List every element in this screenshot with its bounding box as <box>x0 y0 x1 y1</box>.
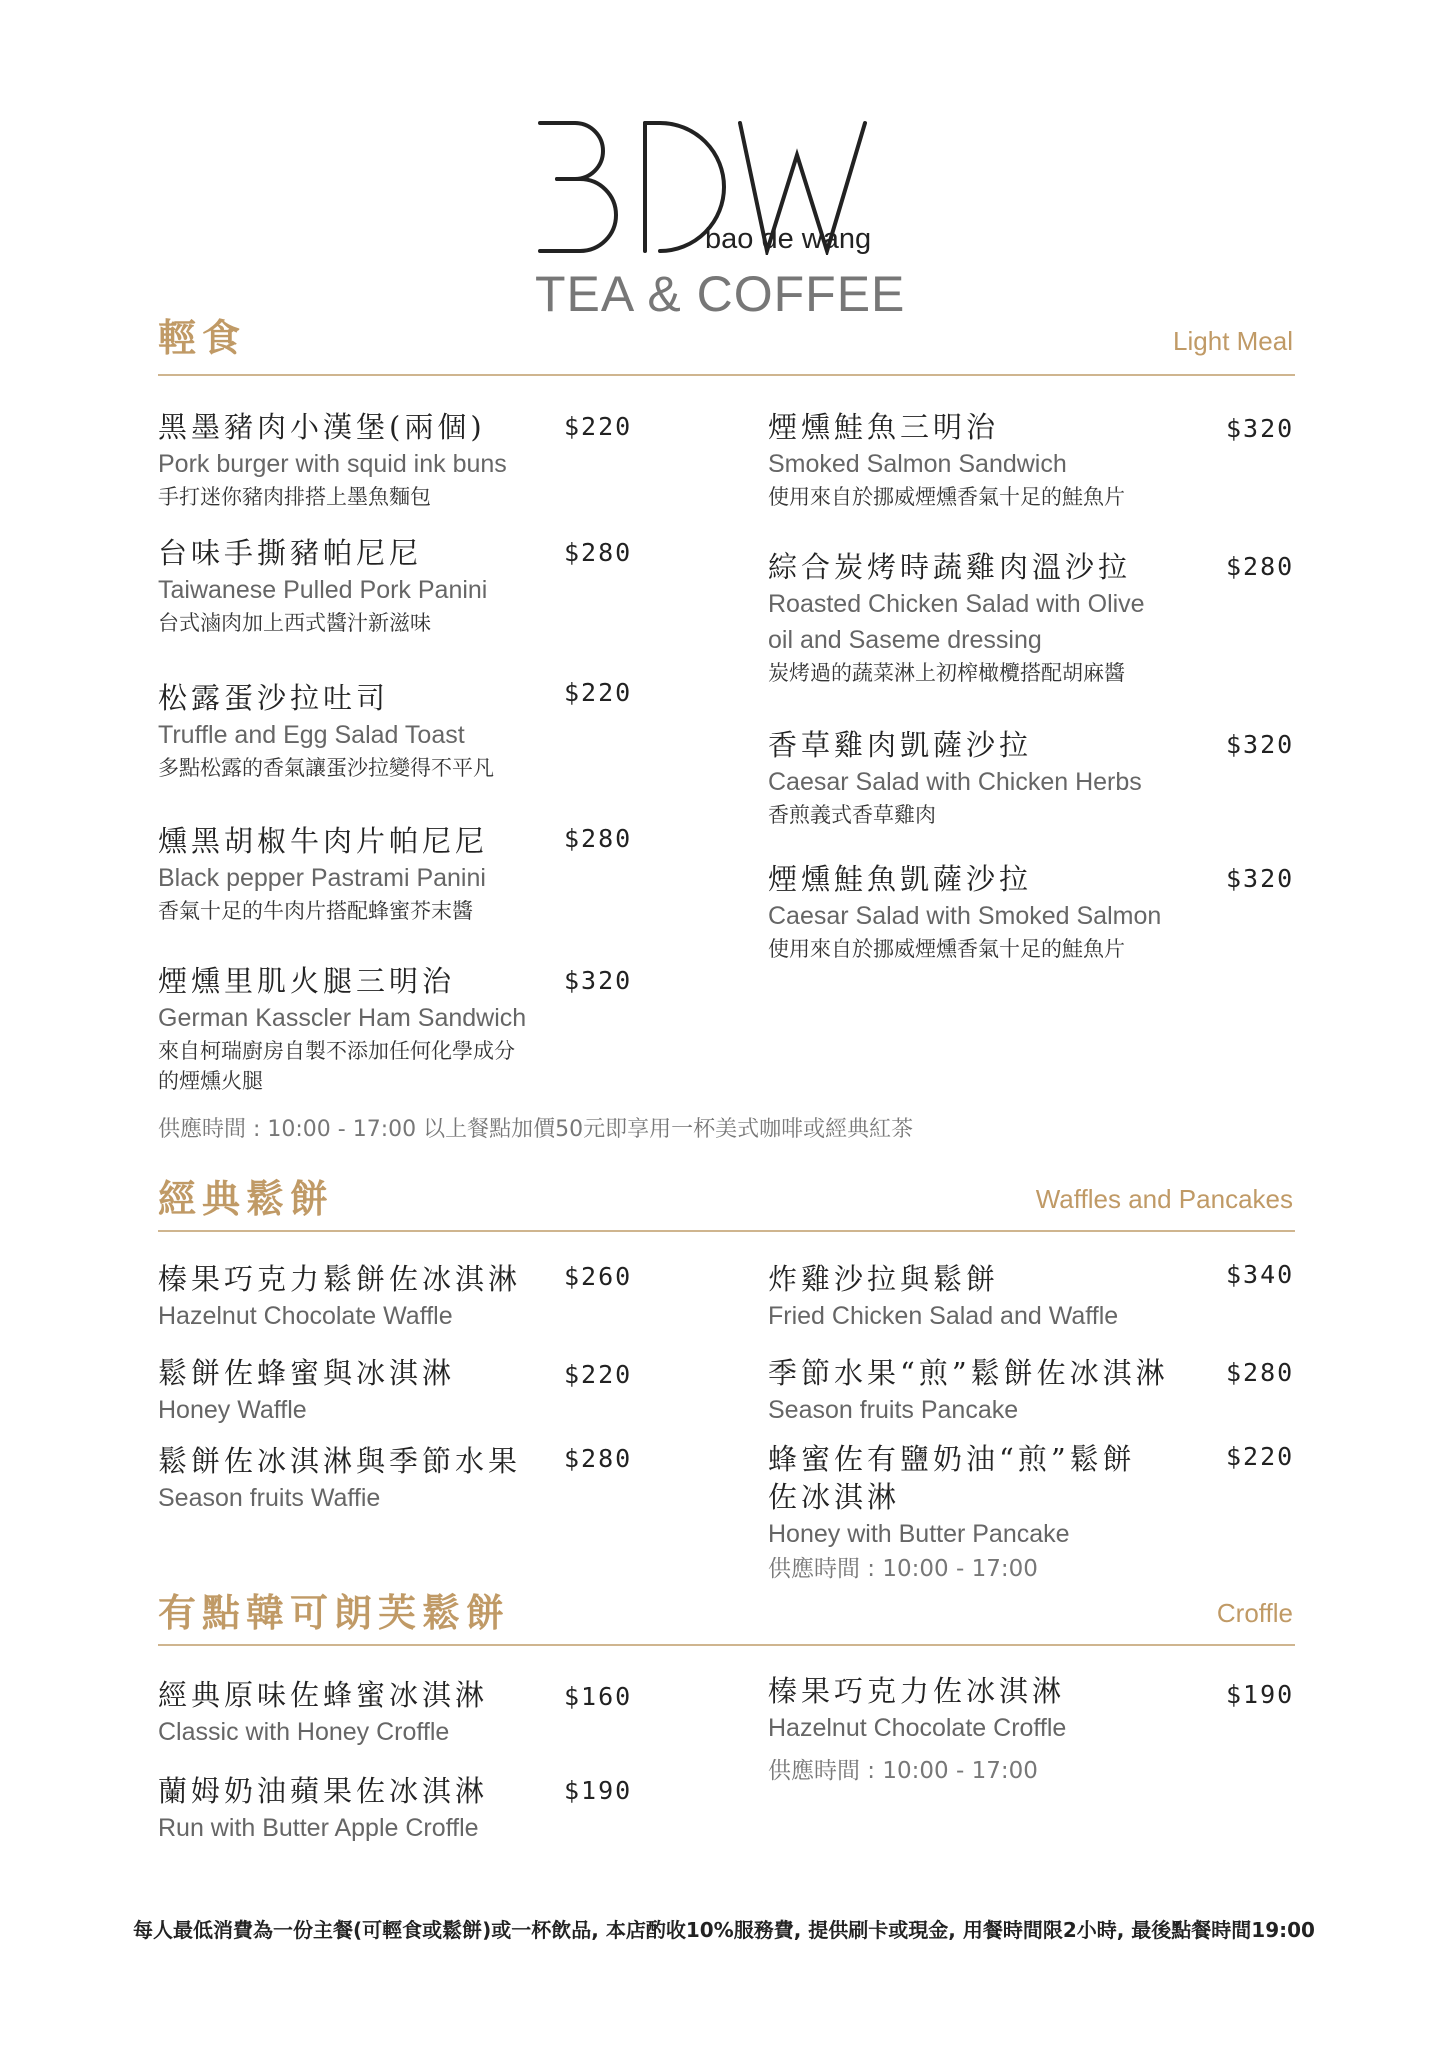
menu-item <box>158 822 488 926</box>
item-name-en: Classic with Honey Croffle <box>158 1718 450 1746</box>
item-name-en: Season fruits Waffie <box>158 1484 381 1512</box>
item-name-en: Honey Waffle <box>158 1396 307 1424</box>
item-price: $320 <box>1226 864 1295 893</box>
item-description: 台式滷肉加上西式醬汁新滋味 <box>158 611 431 635</box>
item-price: $220 <box>564 678 633 707</box>
item-price: $320 <box>564 966 633 995</box>
item-name-en: Smoked Salmon Sandwich <box>768 450 1067 478</box>
item-name-en: Fried Chicken Salad and Waffle <box>768 1302 1119 1330</box>
logo-tagline: TEA & COFFEE <box>535 266 906 322</box>
item-name-zh: 煙燻鮭魚凱薩沙拉 <box>768 862 1033 896</box>
item-name-en: German Kasscler Ham Sandwich <box>158 1004 527 1032</box>
section-title-croffle: 有點韓可朗芙鬆餅 <box>158 1590 511 1635</box>
menu-item <box>158 408 507 512</box>
section-subtitle-light-meal: Light Meal <box>1173 326 1293 356</box>
item-name-zh: 蘭姆奶油蘋果佐冰淇淋 <box>158 1774 489 1808</box>
item-price: $280 <box>1226 1358 1295 1387</box>
item-price: $220 <box>1226 1442 1295 1471</box>
menu-item <box>158 1260 521 1334</box>
item-description: 多點松露的香氣讓蛋沙拉變得不平凡 <box>158 756 494 780</box>
menu-item <box>158 679 494 783</box>
item-name-en-line2: oil and Saseme dressing <box>768 626 1042 654</box>
item-name-zh: 經典原味佐蜂蜜冰淇淋 <box>158 1678 489 1712</box>
item-name-zh: 季節水果“煎”鬆餅佐冰淇淋 <box>768 1356 1169 1390</box>
item-price: $340 <box>1226 1260 1295 1289</box>
item-name-en: Roasted Chicken Salad with Olive <box>768 590 1145 618</box>
item-price: $280 <box>564 1444 633 1473</box>
item-name-en: Pork burger with squid ink buns <box>158 450 507 478</box>
item-name-zh: 炸雞沙拉與鬆餅 <box>768 1262 1000 1296</box>
section-divider <box>158 374 1295 376</box>
item-name-zh: 黑墨豬肉小漢堡(兩個) <box>158 410 486 444</box>
menu-item <box>158 1354 455 1428</box>
menu-item <box>158 1772 488 1846</box>
item-price: $280 <box>564 824 633 853</box>
item-description: 香煎義式香草雞肉 <box>768 803 936 827</box>
item-name-zh: 煙燻鮭魚三明治 <box>768 410 1000 444</box>
section-subtitle-croffle: Croffle <box>1216 1598 1293 1628</box>
item-price: $220 <box>564 1360 633 1389</box>
menu-item <box>158 534 487 638</box>
item-description-line2: 的煙燻火腿 <box>158 1069 263 1093</box>
item-description: 使用來自於挪威煙燻香氣十足的鮭魚片 <box>768 485 1125 509</box>
item-name-zh: 松露蛋沙拉吐司 <box>158 681 390 715</box>
brand-logo <box>535 115 906 325</box>
item-price: $280 <box>1226 552 1295 581</box>
footer-policy-note: 每人最低消費為一份主餐(可輕食或鬆餅)或一杯飲品, 本店酌收10%服務費, 提供刷卡或現金, 用餐時間限2小時, 最後點餐時間19:00 <box>133 1918 1315 1942</box>
item-price: $190 <box>1226 1680 1295 1709</box>
menu-item <box>768 1354 1169 1428</box>
item-name-zh: 台味手撕豬帕尼尼 <box>158 536 423 570</box>
menu-item <box>768 1440 1136 1586</box>
item-price: $260 <box>564 1262 633 1291</box>
menu-item <box>768 1260 1118 1334</box>
logo-subtitle: bao de wang <box>705 223 872 255</box>
menu-item <box>768 860 1161 964</box>
item-name-zh: 鬆餅佐冰淇淋與季節水果 <box>158 1444 522 1478</box>
item-name-en: Honey with Butter Pancake <box>768 1520 1070 1548</box>
item-name-zh: 榛果巧克力鬆餅佐冰淇淋 <box>158 1262 522 1296</box>
item-name-zh-line2: 佐冰淇淋 <box>768 1480 901 1514</box>
item-description: 手打迷你豬肉排搭上墨魚麵包 <box>158 485 431 509</box>
item-description: 炭烤過的蔬菜淋上初榨橄欖搭配胡麻醬 <box>768 661 1125 685</box>
section-divider <box>158 1230 1295 1232</box>
item-price: $280 <box>564 538 633 567</box>
section-subtitle-waffles: Waffles and Pancakes <box>1035 1184 1293 1214</box>
menu-item <box>158 962 526 1096</box>
item-name-en: Truffle and Egg Salad Toast <box>158 721 465 749</box>
menu-item <box>768 548 1145 688</box>
section-title-light-meal: 輕食 <box>158 315 247 360</box>
item-name-en: Hazelnut Chocolate Croffle <box>768 1714 1067 1742</box>
item-description: 來自柯瑞廚房自製不添加任何化學成分 <box>158 1039 515 1063</box>
item-description: 使用來自於挪威煙燻香氣十足的鮭魚片 <box>768 937 1125 961</box>
menu-item <box>768 726 1142 830</box>
serving-hours: 供應時間 : 10:00 - 17:00 <box>768 1758 1038 1784</box>
item-name-en: Caesar Salad with Chicken Herbs <box>768 768 1142 796</box>
serving-hours-note: 供應時間 : 10:00 - 17:00 以上餐點加價50元即享用一杯美式咖啡或經典紅茶 <box>158 1117 914 1142</box>
item-description: 香氣十足的牛肉片搭配蜂蜜芥末醬 <box>158 899 473 923</box>
item-name-en: Hazelnut Chocolate Waffle <box>158 1302 453 1330</box>
item-name-zh: 鬆餅佐蜂蜜與冰淇淋 <box>158 1356 456 1390</box>
item-name-en: Caesar Salad with Smoked Salmon <box>768 902 1162 930</box>
item-name-zh: 蜂蜜佐有鹽奶油“煎”鬆餅 <box>768 1442 1136 1476</box>
item-price: $190 <box>564 1776 633 1805</box>
item-name-zh: 燻黑胡椒牛肉片帕尼尼 <box>158 824 489 858</box>
item-name-en: Black pepper Pastrami Panini <box>158 864 486 892</box>
section-title-waffles: 經典鬆餅 <box>158 1176 335 1221</box>
item-name-zh: 綜合炭烤時蔬雞肉溫沙拉 <box>768 550 1132 584</box>
item-name-en: Run with Butter Apple Croffle <box>158 1814 479 1842</box>
menu-item <box>768 1672 1066 1788</box>
serving-hours: 供應時間 : 10:00 - 17:00 <box>768 1556 1038 1582</box>
item-name-en: Taiwanese Pulled Pork Panini <box>158 576 488 604</box>
item-price: $320 <box>1226 414 1295 443</box>
item-name-zh: 煙燻里肌火腿三明治 <box>158 964 456 998</box>
menu-item <box>158 1676 488 1750</box>
item-price: $160 <box>564 1682 633 1711</box>
section-divider <box>158 1644 1295 1646</box>
menu-item <box>158 1442 521 1516</box>
menu-item <box>768 408 1125 512</box>
item-name-en: Season fruits Pancake <box>768 1396 1019 1424</box>
item-price: $320 <box>1226 730 1295 759</box>
item-name-zh: 榛果巧克力佐冰淇淋 <box>768 1674 1066 1708</box>
item-name-zh: 香草雞肉凱薩沙拉 <box>768 728 1033 762</box>
item-price: $220 <box>564 412 633 441</box>
